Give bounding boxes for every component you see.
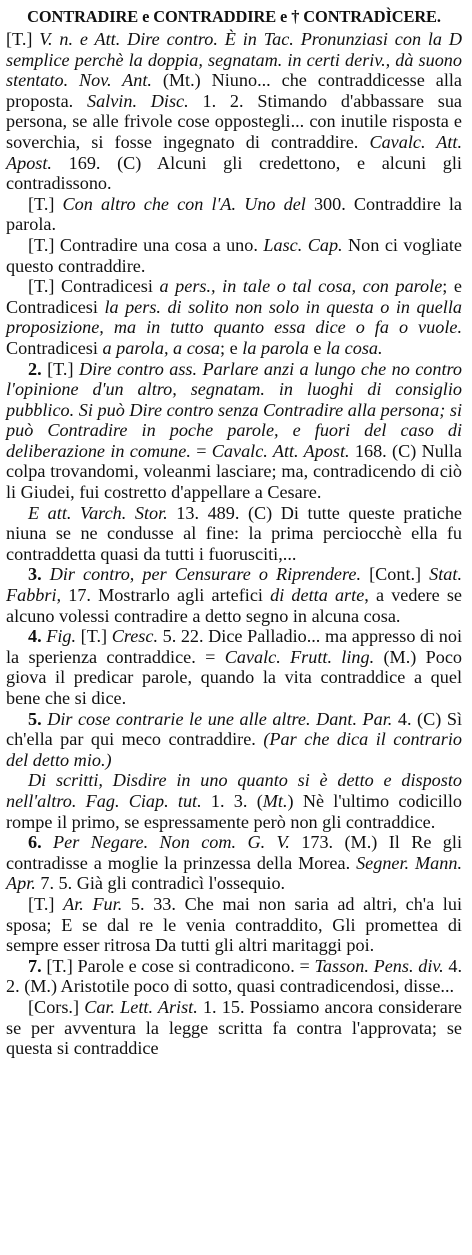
entry-text: 7. 5. Già gli contradicì l'ossequio. bbox=[40, 873, 286, 894]
entry-paragraph bbox=[6, 276, 462, 358]
entry-text: Contradicesi bbox=[6, 337, 103, 358]
entry-text: [T.] bbox=[28, 893, 64, 914]
entry-text: [T.] Contradire una cosa a uno. bbox=[28, 234, 264, 255]
entry-text: [T.] bbox=[28, 193, 63, 214]
italic-text: Cavalc. Att. Apost. bbox=[211, 440, 355, 461]
entry-text: ; e bbox=[220, 337, 243, 358]
italic-text: a pers., in tale o tal cosa, con parole bbox=[159, 276, 443, 297]
italic-text: Con altro che con l'A. Uno del bbox=[62, 193, 314, 214]
italic-text: Mt. bbox=[262, 790, 288, 811]
entry-text: (M.) Poco giova il predicar parole, quando la vita contraddice a quel bene che si dice. bbox=[6, 646, 462, 708]
entry-text: 300. Contraddire la parola. bbox=[6, 193, 462, 235]
entry-text: [Cors.] bbox=[28, 996, 85, 1017]
italic-text: Dire contro ass. Parlare anzi a lungo che no contro l'opinione d'un altro, segnatam. in luoghi di consiglio pubblico. Si può Dire contro senza Contradire alla persona; si può Contradire in poche parole, e fuori del caso di deliberazione in comune. bbox=[6, 358, 463, 461]
italic-text: Dir contro, per Censurare o Riprendere. bbox=[49, 564, 362, 585]
sense-number: 4. bbox=[28, 626, 47, 647]
italic-text: di detta arte bbox=[270, 585, 365, 606]
entry-body bbox=[6, 29, 462, 1059]
entry-headword: CONTRADIRE e CONTRADDIRE e † CONTRADÌCERE. bbox=[27, 7, 441, 26]
sense-number: 2. bbox=[28, 358, 48, 379]
italic-text: E att. Varch. Stor. bbox=[28, 502, 177, 523]
italic-text: a parola, a cosa bbox=[102, 337, 221, 358]
sense-number: 3. bbox=[28, 564, 50, 585]
italic-text: Ar. Fur. bbox=[63, 893, 131, 914]
entry-text: 4. (C) Sì ch'ella par qui meco contraddire. bbox=[6, 708, 462, 750]
entry-text: 173. (M.) Il Re gli contradisse a moglie la prinzessa della Morea. bbox=[6, 832, 462, 873]
italic-text: la cosa. bbox=[325, 337, 383, 358]
entry-text: ) Nè l'ultimo codicillo rompe il primo, se espressamente però non gli contraddice. bbox=[6, 790, 463, 832]
entry-text: 13. 489. (C) Di tutte queste pratiche niuna se ne condusse al fine: la prima perciocchè ella fu contraddetta quasi da tutti i fuorusciti,... bbox=[6, 502, 462, 564]
italic-text: Cavalc. Att. Apost. bbox=[6, 131, 463, 173]
entry-text: 1. 3. ( bbox=[210, 790, 263, 811]
entry-text: 5. 22. Dice Palladio... ma appresso di noi la sperienza contraddice. = bbox=[6, 626, 462, 667]
italic-text: Car. Lett. Arist. bbox=[84, 996, 203, 1017]
entry-paragraph bbox=[6, 997, 462, 1059]
entry-text: e bbox=[308, 337, 326, 358]
entry-text: ; e Contradicesi bbox=[6, 276, 462, 317]
entry-text: Non ci vogliate questo contraddire. bbox=[6, 234, 462, 276]
italic-text: Tasson. Pens. div. bbox=[314, 955, 449, 976]
entry-paragraph bbox=[6, 832, 462, 894]
entry-text: = bbox=[190, 440, 212, 461]
italic-text: Stat. Fabbri, bbox=[6, 564, 462, 606]
italic-text: Cresc. bbox=[111, 626, 163, 647]
entry-paragraph bbox=[6, 894, 462, 956]
sense-number: 5. bbox=[28, 708, 48, 729]
italic-text: V. n. e Att. Dire contro. È in Tac. Pronunziasi con la D semplice perchè la doppia, segnatam. in certi deriv., dà suono stentato. Nov. Ant. bbox=[6, 29, 462, 91]
italic-text: Cavalc. Frutt. ling. bbox=[224, 646, 375, 667]
entry-paragraph bbox=[6, 770, 462, 832]
italic-text: (Par che dica il contrario del detto mio.) bbox=[6, 729, 462, 770]
italic-text: Dir cose contrarie le une alle altre. Dant. Par. bbox=[47, 708, 398, 729]
entry-text: [T.] bbox=[6, 29, 40, 49]
entry-text: [Cont.] bbox=[361, 564, 430, 585]
entry-paragraph bbox=[6, 194, 462, 235]
entry-text: [T.] Contradicesi bbox=[28, 276, 160, 297]
entry-paragraph bbox=[6, 29, 462, 194]
entry-text: [T.] bbox=[76, 626, 112, 647]
italic-text: la parola bbox=[242, 337, 309, 358]
entry-text: 4. 2. (M.) Aristotile poco di sotto, quasi contradicendosi, disse... bbox=[6, 955, 462, 997]
entry-text: 169. (C) Alcuni gli credettono, e alcuni gli contradissono. bbox=[6, 152, 462, 194]
entry-text: 1. 2. Stimando d'abbassare sua persona, se alle frivole cose oppostegli... con inutile risposta e soverchia, si fosse ingegnato di contraddire. bbox=[6, 90, 462, 152]
sense-number: 7. bbox=[28, 955, 47, 976]
entry-paragraph bbox=[6, 626, 462, 708]
italic-text: Salvin. Disc. bbox=[86, 90, 203, 111]
italic-text: Di scritti, Disdire in uno quanto si è detto e disposto nell'altro. Fag. Ciap. tut. bbox=[6, 770, 462, 811]
entry-text: [T.] bbox=[47, 358, 79, 379]
entry-paragraph bbox=[6, 564, 462, 626]
entry-text: [T.] Parole e cose si contradicono. = bbox=[46, 955, 315, 976]
entry-paragraph bbox=[6, 235, 462, 276]
entry-paragraph bbox=[6, 709, 462, 771]
entry-text: 5. 33. Che mai non saria ad altri, ch'a lui sposa; E se dal re le venia contraddito, Gli promettea di sempre esser ritrosa Da tutti gli altri maritaggi poi. bbox=[6, 893, 463, 956]
entry-text: 168. (C) Nulla colpa trovandomi, voleanmi lasciare; ma, contradicendo di ciò li Giudei, fui costretto d'appellare a Cesare. bbox=[6, 440, 462, 503]
entry-text: 17. Mostrarlo agli artefici bbox=[68, 585, 271, 606]
italic-text: Segner. Mann. Apr. bbox=[6, 852, 463, 894]
entry-text: 1. 15. Possiamo ancora considerare se per avventura la legge scritta fa contra l'approvata; se questa si contraddice bbox=[6, 996, 462, 1059]
entry-paragraph bbox=[6, 956, 462, 997]
entry-text: , a vedere se alcuno volessi contradire a detto segno in alcuna cosa. bbox=[6, 585, 462, 626]
italic-text: la pers. di solito non solo in questa o in quella proposizione, ma in tutto quanto essa dice o fa o vuole. bbox=[6, 296, 462, 338]
sense-number: 6. bbox=[28, 832, 54, 853]
entry-text: (Mt.) Niuno... che contraddicesse alla proposta. bbox=[6, 70, 462, 111]
italic-text: Fig. bbox=[46, 626, 77, 647]
italic-text: Lasc. Cap. bbox=[263, 234, 349, 255]
entry-paragraph bbox=[6, 359, 462, 503]
italic-text: Per Negare. Non com. G. V. bbox=[53, 832, 302, 853]
entry-paragraph bbox=[6, 503, 462, 565]
